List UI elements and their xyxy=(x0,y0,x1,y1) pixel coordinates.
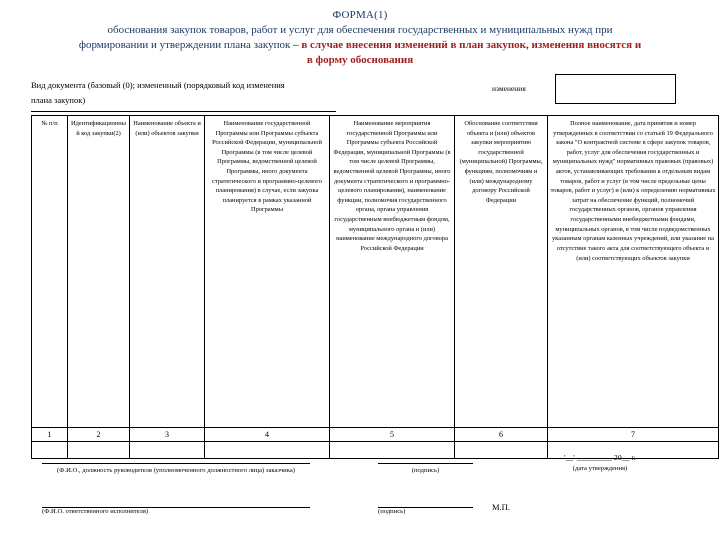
approval-date-caption: (дата утверждения) xyxy=(572,465,628,472)
cell-program[interactable] xyxy=(205,442,330,459)
column-number-2: 2 xyxy=(68,428,130,442)
executor-name-block xyxy=(42,506,310,515)
document-kind-line-2: плана закупок) xyxy=(31,95,86,106)
column-header-object: Наименование объекта и (или) объектов закупки xyxy=(130,116,205,428)
cell-object[interactable] xyxy=(130,442,205,459)
justification-table xyxy=(31,115,719,459)
column-header-rationale: Обоснование соответствия объекта и (или) объектов закупки мероприятию государственной (муниципальной) Программы, функциям, полномочиям и (или) международному договору Российской Федерации xyxy=(455,116,548,428)
title-line-2-blue: формировании и утверждении плана закупок xyxy=(78,38,291,51)
column-number-1: 1 xyxy=(32,428,68,442)
stamp-placeholder: М.П. xyxy=(492,502,510,512)
column-header-no: № п/п xyxy=(32,116,68,428)
column-number-4: 4 xyxy=(205,428,330,442)
column-number-5: 5 xyxy=(330,428,455,442)
column-number-3: 3 xyxy=(130,428,205,442)
title-line-3-red: в форму обоснования xyxy=(306,53,414,66)
cell-ikz[interactable] xyxy=(68,442,130,459)
changes-label: изменения xyxy=(492,84,526,93)
column-number-7: 7 xyxy=(548,428,719,442)
form-number-label: ФОРМА(1) xyxy=(332,9,388,21)
cell-measure[interactable] xyxy=(330,442,455,459)
table-header-row xyxy=(32,116,719,428)
head-signature-block xyxy=(378,462,473,477)
title-line-1: обоснования закупок товаров, работ и услуг для обеспечения государственных и муниципальных нужд при xyxy=(107,23,613,36)
executor-signature-block xyxy=(378,506,473,515)
table-column-number-row xyxy=(32,428,719,442)
cell-no[interactable] xyxy=(32,442,68,459)
approval-date-value[interactable]: '__' _________ 20__ г. xyxy=(564,453,636,462)
document-kind-block xyxy=(31,78,361,112)
approval-date-block xyxy=(525,453,675,475)
column-header-ikz: Идентификационный код закупки(2) xyxy=(68,116,130,428)
executor-signature-caption: (подпись) xyxy=(378,508,406,515)
document-kind-underline xyxy=(31,110,336,112)
column-header-measure: Наименование мероприятия государственной Программы или Программы субъекта Российской Федерации, муниципальной Программы (в том числе целевой Программы, ведомственной целевой Программы, иного документа стратегического и программно-целевого планирования), наименование функции, полномочия государственного органа, органа управления государственным внебюджетным фондом, муниципального органа и (или) наименование международного договора Российской Федерации xyxy=(330,116,455,428)
executor-name-caption: (Ф.И.О. ответственного исполнителя) xyxy=(42,508,149,515)
column-header-acts: Полное наименование, дата принятия и номер утвержденных в соответствии со статьей 19 Федерального закона "О контрактной системе в сфере закупок товаров, работ, услуг для обеспечения государственных и муниципальных нужд" нормативных правовых (правовых) актов, устанавливающих требования к отдельным видам товаров, работ и услуг (в том числе предельные цены товаров, работ и услуг) и (или) к определению нормативных затрат на обеспечение функций, полномочий государственных органов, органов управления государственными внебюджетными фондами, муниципальных органов, в том числе подведомственных указанным органам казенных учреждений, или указание на отсутствие такого акта для соответствующего объекта и (или) соответствующих объектов закупки xyxy=(548,116,719,428)
title-line-2-red: – в случае внесения изменений в план закупок, изменения вносятся и xyxy=(293,38,642,51)
changes-code-input[interactable] xyxy=(555,74,676,104)
document-title-block xyxy=(30,8,690,67)
column-header-program: Наименование государственной Программы или Программы субъекта Российской Федерации, муниципальной Программы (в том числе целевой Программы, ведомственной целевой Программы, иного документа стратегического и программно-целевого планирования) в случае, если закупка планируется в рамках указанной Программы xyxy=(205,116,330,428)
head-name-block xyxy=(42,462,310,477)
head-name-caption: (Ф.И.О., должность руководителя (уполномоченного должностного лица) заказчика) xyxy=(57,467,295,474)
title-line-2 xyxy=(30,38,690,53)
document-kind-line-1: Вид документа (базовый (0); измененный (порядковый код изменения xyxy=(31,80,285,90)
column-number-6: 6 xyxy=(455,428,548,442)
head-signature-caption: (подпись) xyxy=(411,467,440,474)
